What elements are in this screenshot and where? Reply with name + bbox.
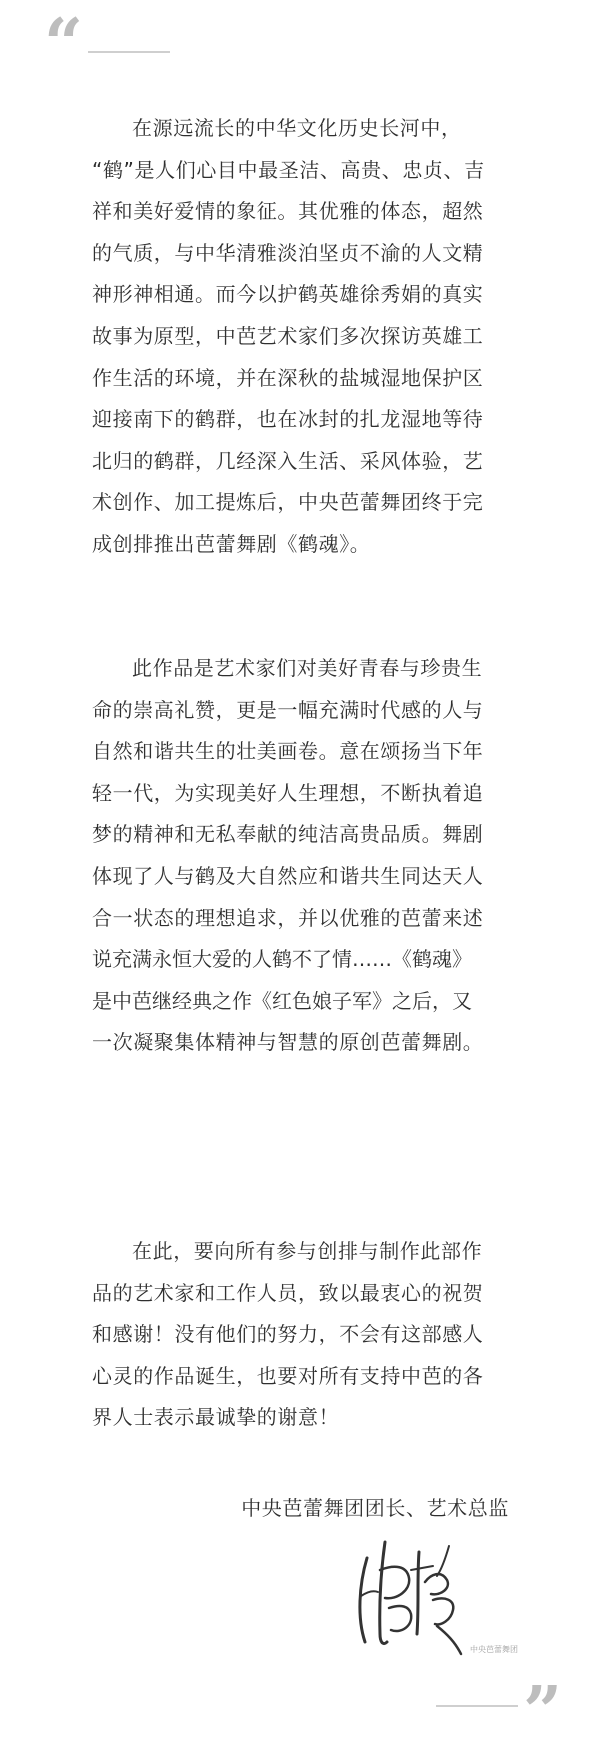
top-divider [88, 51, 170, 53]
text-line: 自然和谐共生的壮美画卷。意在颂扬当下年 [92, 739, 484, 764]
paragraph-1 [92, 108, 512, 566]
text-line: 命的崇高礼赞，更是一幅充满时代感的人与 [92, 697, 484, 722]
text-line: 作生活的环境，并在深秋的盐城湿地保护区 [92, 365, 484, 390]
closing-quote-mark: ” [523, 1672, 563, 1752]
text-line: 轻一代，为实现美好人生理想，不断执着追 [92, 780, 484, 805]
handwritten-signature [345, 1530, 495, 1660]
text-line: 梦的精神和无私奉献的纯洁高贵品质。舞剧 [92, 822, 484, 847]
text-line: 北归的鹤群，几经深入生活、采风体验，艺 [92, 448, 484, 473]
text-line: 成创排推出芭蕾舞剧《鹤魂》。 [92, 531, 371, 556]
paragraph-3 [92, 1231, 512, 1439]
text-line: 说充满永恒大爱的人鹤不了情……《鹤魂》 [92, 947, 472, 972]
opening-quote-mark: “ [44, 4, 84, 84]
text-line: 在此，要向所有参与创排与制作此部作 [132, 1239, 483, 1263]
watermark: 中央芭蕾舞团 [470, 1645, 518, 1654]
text-line: 在源远流长的中华文化历史长河中， [132, 116, 462, 140]
paragraph-2 [92, 648, 512, 1064]
signoff-title: 中央芭蕾舞团团长、艺术总监 [241, 1496, 509, 1520]
text-line: 界人士表示最诚挚的谢意！ [92, 1405, 340, 1430]
text-line: 合一状态的理想追求，并以优雅的芭蕾来述 [92, 905, 484, 930]
text-line: 迎接南下的鹤群，也在冰封的扎龙湿地等待 [92, 407, 484, 432]
text-line: 心灵的作品诞生，也要对所有支持中芭的各 [92, 1363, 484, 1388]
text-line: 是中芭继经典之作《红色娘子军》之后，又 [92, 988, 472, 1013]
text-line: 体现了人与鹤及大自然应和谐共生同达天人 [92, 863, 484, 888]
bottom-divider [436, 1705, 518, 1707]
text-line: 祥和美好爱情的象征。其优雅的体态，超然 [92, 199, 484, 224]
text-line: 故事为原型，中芭艺术家们多次探访英雄工 [92, 323, 484, 348]
text-line: 品的艺术家和工作人员，致以最衷心的祝贺 [92, 1280, 484, 1305]
text-line: 此作品是艺术家们对美好青春与珍贵生 [132, 656, 483, 680]
text-line: “鹤”是人们心目中最圣洁、高贵、忠贞、吉 [92, 157, 485, 182]
text-line: 神形神相通。而今以护鹤英雄徐秀娟的真实 [92, 282, 484, 307]
text-line: 的气质，与中华清雅淡泊坚贞不渝的人文精 [92, 240, 484, 265]
text-line: 一次凝聚集体精神与智慧的原创芭蕾舞剧。 [92, 1030, 484, 1055]
text-line: 术创作、加工提炼后，中央芭蕾舞团终于完 [92, 490, 484, 515]
text-line: 和感谢！没有他们的努力，不会有这部感人 [92, 1322, 484, 1347]
